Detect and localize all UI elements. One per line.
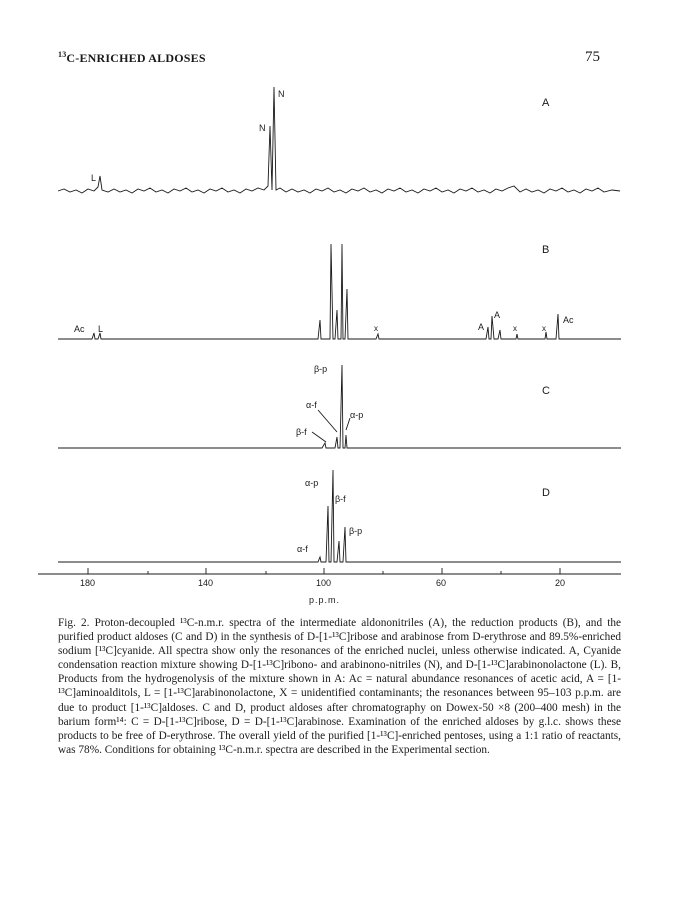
spectrum-a-trace xyxy=(58,87,620,193)
axis-unit-label: p.p.m. xyxy=(309,595,341,605)
peak-label-b-ac1: Ac xyxy=(74,324,85,334)
axis-tick-100: 100 xyxy=(316,578,332,588)
peak-label-b-x2: x xyxy=(513,324,517,333)
peak-label-c-beta-f: β-f xyxy=(296,427,307,437)
axis-tick-180: 180 xyxy=(80,578,96,588)
page-number: 75 xyxy=(585,49,600,65)
peak-label-d-alpha-p: α-p xyxy=(305,478,319,488)
spectrum-b-trace xyxy=(58,244,621,339)
peak-label-b-x1: x xyxy=(374,324,378,333)
spectrum-d-trace xyxy=(58,470,621,562)
peak-label-c-alpha-f: α-f xyxy=(306,400,317,410)
axis-tick-140: 140 xyxy=(198,578,214,588)
axis-tick-60: 60 xyxy=(436,578,447,588)
peak-label-b-l: L xyxy=(98,324,104,334)
peak-label-d-alpha-f: α-f xyxy=(297,544,308,554)
panel-label-b: B xyxy=(542,244,550,256)
header-superscript: 13 xyxy=(58,50,67,59)
header-title-text: C-ENRICHED ALDOSES xyxy=(66,51,206,65)
figure-caption: Fig. 2. Proton-decoupled ¹³C-n.m.r. spectra of the intermediate aldononitriles (A), the reduction products (B), and the purified product aldoses (C and D) in the synthesis of D-[1-¹³C]ribose and arabinose from D-erythrose and 89.5%-enriched sodium [¹³C]cyanide. All spectra show only the resonances of the enriched nuclei, unless otherwise indicated. A, Cyanide condensation reaction mixture showing D-[1-¹³C]ribono- and arabinono-nitriles (N), and D-[1-¹³C]arabinonolactone (L). B, Products from the hydrogenolysis of the mixture shown in A: Ac = natural abundance resonances of acetic acid, A = [1-¹³C]aminoalditols, L = [1-¹³C]arabinonolactone, X = unidentified contaminants; the resonances between 95–103 p.p.m. are due to product [1-¹³C]aldoses. C and D, product aldoses after chromatography on Dowex-50 ×8 (200–400 mesh) in the barium form¹⁴: C = D-[1-¹³C]ribose, D = D-[1-¹³C]arabinose. Examination of the enriched aldoses by g.l.c. shows these products to be free of D-erythrose. The overall yield of the purified [1-¹³C]-enriched pentoses, using a 1:1 ratio of reactants, was 78%. Conditions for obtaining ¹³C-n.m.r. spectra are described in the Experimental section. xyxy=(58,617,621,756)
panel-label-c: C xyxy=(542,385,550,397)
peak-label-a-n2: N xyxy=(259,123,266,133)
panel-label-d: D xyxy=(542,487,550,499)
panel-label-a: A xyxy=(542,97,550,109)
peak-label-c-beta-p: β-p xyxy=(314,364,328,374)
peak-label-d-beta-p: β-p xyxy=(349,526,363,536)
peak-label-b-ac2: Ac xyxy=(563,315,574,325)
peak-label-d-beta-f: β-f xyxy=(335,494,346,504)
peak-label-b-a2: A xyxy=(494,310,501,320)
peak-label-a-l: L xyxy=(91,173,97,183)
peak-label-a-n1: N xyxy=(278,89,285,99)
peak-label-b-x3: x xyxy=(542,324,546,333)
spectrum-c-trace xyxy=(58,365,621,448)
peak-label-c-alpha-p: α-p xyxy=(350,410,364,420)
peak-label-b-a1: A xyxy=(478,322,485,332)
axis-tick-20: 20 xyxy=(555,578,566,588)
